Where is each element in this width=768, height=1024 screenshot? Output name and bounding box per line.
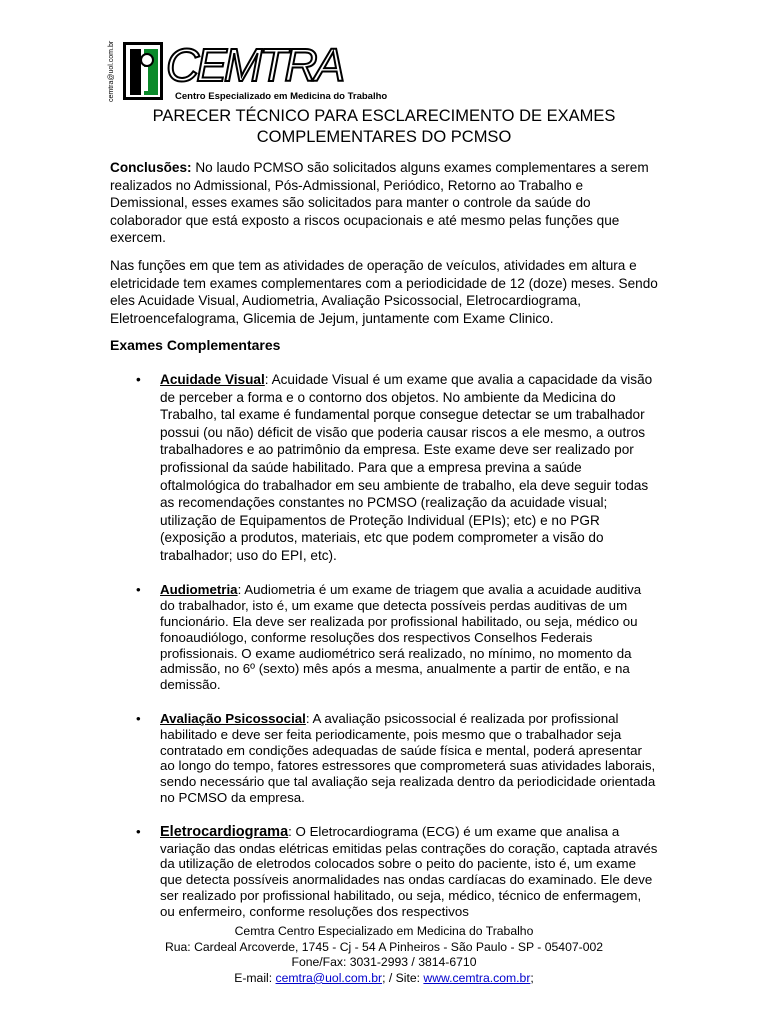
- functions-paragraph: Nas funções em que tem as atividades de operação de veículos, atividades em altura e eletricidade tem exames complementares com a periodicidade de 12 (doze) meses. Sendo eles Acuidade Visual, Audiometria, Avaliação Psicossocial, Eletrocardiograma, Eletroencefalograma, Glicemia de Jejum, juntamente com Exame Clinico.: [110, 257, 658, 326]
- footer-email-label: E-mail:: [234, 970, 276, 985]
- page-footer: [110, 924, 658, 986]
- bullet-icon: •: [136, 711, 141, 727]
- exam-description: : Audiometria é um exame de triagem que avalia a acuidade auditiva do trabalhador, isto é, um exame que detecta possíveis perdas auditivas de um funcionário. Ela deve ser realizada por profissional habilitado, ou seja, médico ou fonoaudiólogo, conforme resoluções dos respectivos Conselhos Federais profissionais. O exame audiométrico será realizado, no mínimo, no momento da admissão, no 6º (sexto) mês após a mesma, anualmente a partir de então, e na demissão.: [160, 582, 642, 693]
- conclusions-text: No laudo PCMSO são solicitados alguns exames complementares a serem realizados no Admissional, Pós-Admissional, Periódico, Retorno ao Trabalho e Demissional, esses exames são solicitados para manter o controle da saúde do colaborador que está exposto a riscos ocupacionais e até mesmo pelas funções que exercem.: [110, 160, 649, 246]
- bullet-icon: •: [136, 582, 141, 598]
- conclusions-paragraph: [110, 159, 658, 247]
- exam-description: : A avaliação psicossocial é realizada por profissional habilitado e deve ser feita periodicamente, pois mesmo que o trabalhador seja contratado em condições adequadas de saúde física e mental, poderá apresentar ao longo do tempo, fatores estressores que comprometerá suas atividades laborais, sendo necessário que tal avaliação seja realizada dentro da periodicidade orientada no PCMSO da empresa.: [160, 711, 656, 806]
- exam-term: Avaliação Psicossocial: [160, 711, 306, 727]
- conclusions-label: Conclusões:: [110, 160, 192, 175]
- footer-contacts: [110, 971, 658, 987]
- bullet-icon: •: [136, 371, 141, 387]
- logo-subtitle: Centro Especializado em Medicina do Trabalho: [175, 91, 388, 102]
- section-heading: Exames Complementares: [110, 337, 281, 354]
- title-line-1: PARECER TÉCNICO PARA ESCLARECIMENTO DE EXAMES: [152, 107, 616, 125]
- footer-separator: ; / Site:: [382, 970, 424, 985]
- exam-term: Eletrocardiograma: [160, 823, 289, 840]
- exam-term: Audiometria: [160, 582, 238, 598]
- list-item: [110, 582, 658, 693]
- side-email: cemtra@uol.com.br: [108, 40, 115, 102]
- document-content: [110, 159, 658, 922]
- title-line-2: COMPLEMENTARES DO PCMSO: [256, 128, 512, 146]
- cemtra-logo-icon: [123, 42, 163, 100]
- footer-phone: Fone/Fax: 3031-2993 / 3814-6710: [291, 955, 477, 970]
- site-link[interactable]: www.cemtra.com.br: [423, 970, 531, 985]
- exam-description: : Acuidade Visual é um exame que avalia a capacidade da visão de perceber a forma e o contorno dos objetos. No ambiente da Medicina do Trabalho, tal exame é fundamental porque consegue detectar se um trabalhador possui (ou não) déficit de visão que poderia causar riscos a ele mesmo, a outros trabalhadores e ao patrimônio da empresa. Este exame deve ser realizado por profissional da saúde habilitado. Para que a empresa previna a saúde oftalmológica do trabalhador em seu ambiente de trabalho, ela deve seguir todas as recomendações constantes no PCMSO (realização da acuidade visual; utilização de Equipamentos de Proteção Individual (EPIs); etc) e no PGR (exposição a produtos, materiais, etc que podem comprometer a visão do trabalhador; uso do EPI, etc).: [160, 371, 653, 563]
- logo-wordmark: CEMTRA: [166, 39, 343, 91]
- exam-list: [110, 371, 658, 920]
- exam-description: : O Eletrocardiograma (ECG) é um exame que analisa a variação das ondas elétricas emitidas pelas contrações do coração, captada através da utilização de eletrodos colocados sobre o peito do paciente, isto é, um exame que detecta possíveis anormalidades nas ondas cardíacas do examinado. Ele deve ser realizado por profissional habilitado, ou seja, médico, técnico de enfermagem, ou enfermeiro, conforme resoluções dos respectivos: [160, 823, 658, 919]
- footer-trailing: ;: [530, 970, 534, 985]
- email-link[interactable]: cemtra@uol.com.br: [275, 970, 383, 985]
- list-item: [110, 371, 658, 565]
- bullet-icon: •: [136, 823, 141, 839]
- footer-address: Rua: Cardeal Arcoverde, 1745 - Cj - 54 A Pinheiros - São Paulo - SP - 05407-002: [164, 939, 604, 954]
- list-item: [110, 824, 658, 920]
- footer-company: Cemtra Centro Especializado em Medicina do Trabalho: [234, 924, 534, 938]
- document-title: [110, 106, 658, 148]
- list-item: [110, 711, 658, 806]
- exam-term: Acuidade Visual: [160, 371, 265, 387]
